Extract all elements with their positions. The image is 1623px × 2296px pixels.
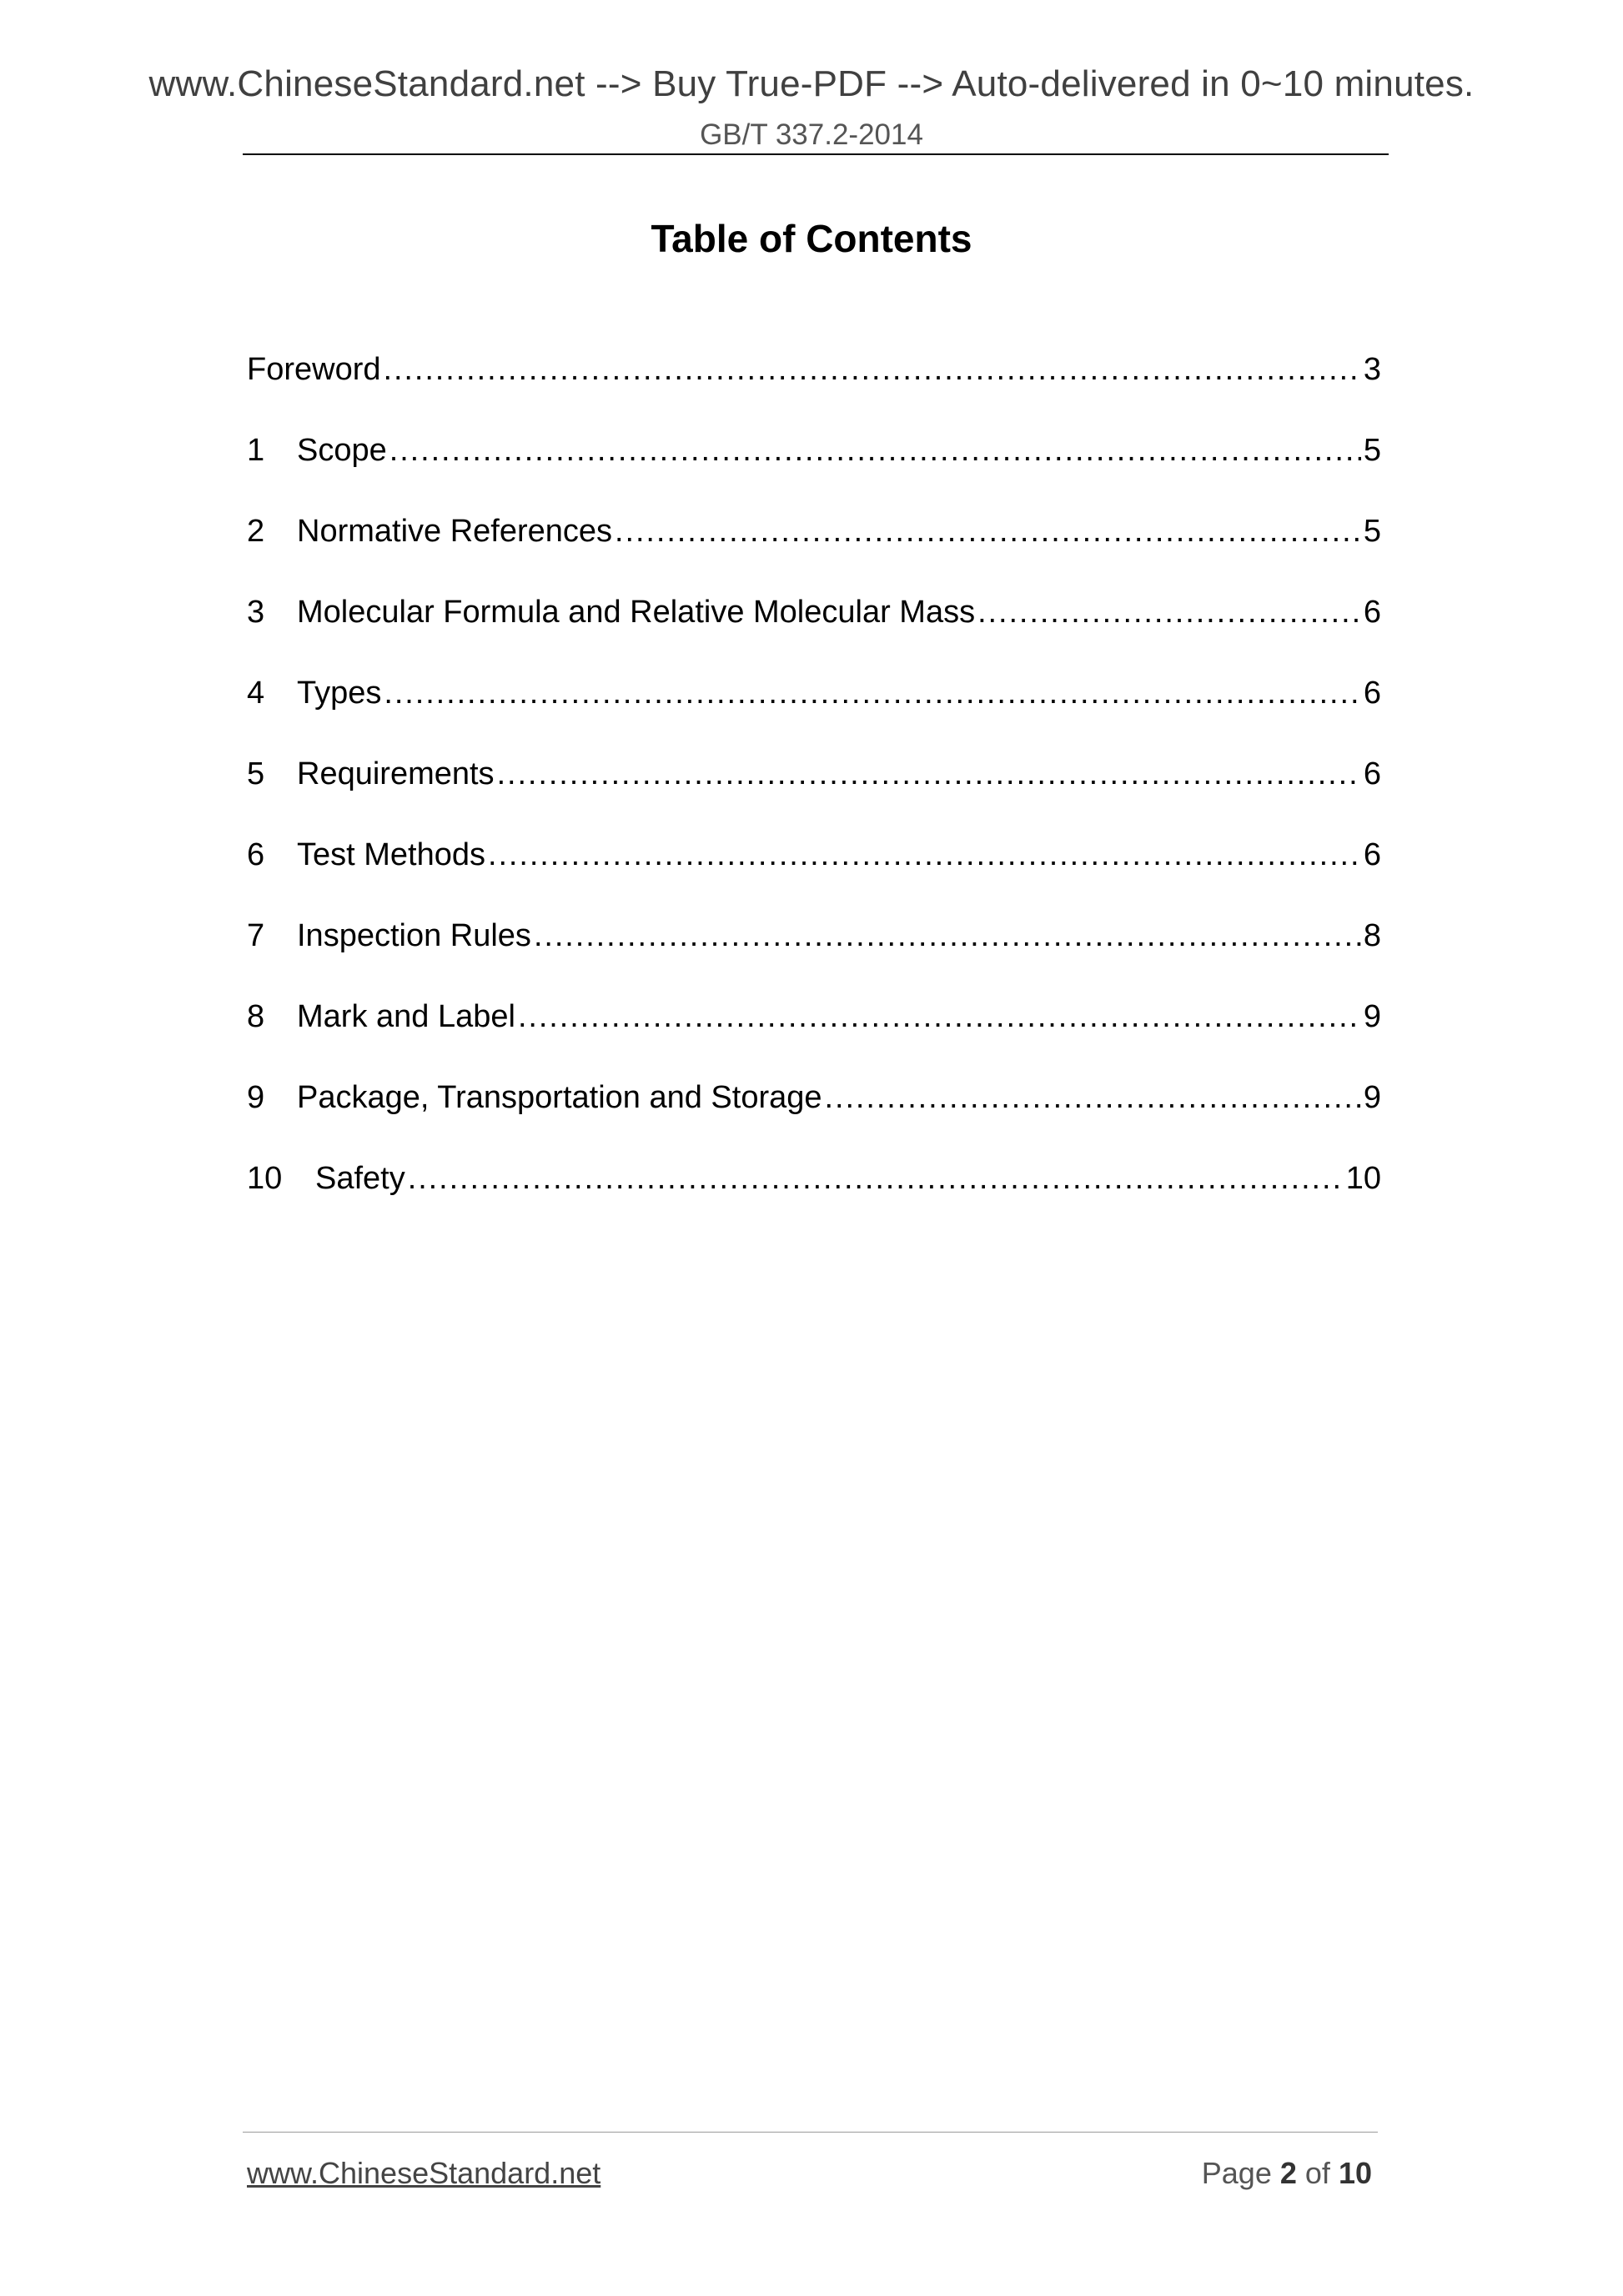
toc-entry-number: 8 (247, 999, 265, 1034)
toc-dot-leader (534, 918, 1361, 954)
toc-entry-number: 9 (247, 1080, 265, 1115)
footer-divider (243, 2132, 1378, 2133)
toc-dot-leader (389, 433, 1361, 469)
toc-entry-label: Test Methods (297, 837, 485, 872)
toc-entry-number: 5 (247, 756, 265, 791)
toc-entry-normative-references[interactable] (247, 514, 1381, 595)
toc-entry-number: 1 (247, 433, 265, 468)
toc-entry-inspection-rules[interactable] (247, 918, 1381, 999)
toc-entry-number: 3 (247, 595, 265, 630)
toc-entry-mark-and-label[interactable] (247, 999, 1381, 1080)
page-prefix: Page (1201, 2156, 1272, 2190)
toc-dot-leader (518, 999, 1361, 1035)
toc-entry-types[interactable] (247, 676, 1381, 756)
toc-dot-leader (384, 352, 1361, 388)
toc-entry-molecular-formula[interactable] (247, 595, 1381, 676)
total-page-count: 10 (1338, 2156, 1372, 2190)
toc-entry-label: Foreword (247, 352, 381, 387)
toc-dot-leader (497, 756, 1361, 792)
toc-entry-label: Package, Transportation and Storage (297, 1080, 822, 1115)
header-divider (243, 153, 1389, 155)
toc-entry-page: 6 (1363, 837, 1381, 872)
toc-entry-safety[interactable] (247, 1161, 1381, 1242)
toc-entry-page: 3 (1363, 352, 1381, 387)
toc-dot-leader (408, 1161, 1344, 1197)
toc-entry-package-transportation-storage[interactable] (247, 1080, 1381, 1161)
toc-dot-leader (825, 1080, 1361, 1116)
header-banner[interactable]: www.ChineseStandard.net --> Buy True-PDF --> Auto-delivered in 0~10 minutes. (148, 63, 1475, 104)
toc-dot-leader (615, 514, 1361, 550)
toc-entry-requirements[interactable] (247, 756, 1381, 837)
toc-entry-page: 6 (1363, 676, 1381, 711)
table-of-contents (247, 352, 1381, 1242)
toc-entry-label: Scope (297, 433, 387, 468)
current-page-number: 2 (1279, 2156, 1297, 2190)
toc-entry-label: Safety (315, 1161, 405, 1196)
toc-entry-number: 10 (247, 1161, 283, 1196)
toc-entry-number: 2 (247, 514, 265, 549)
toc-dot-leader (977, 595, 1361, 631)
toc-entry-label: Types (297, 676, 382, 711)
toc-entry-page: 6 (1363, 756, 1381, 791)
toc-entry-page: 10 (1345, 1161, 1381, 1196)
toc-entry-page: 6 (1363, 595, 1381, 630)
toc-entry-label: Inspection Rules (297, 918, 531, 953)
page-of: of (1304, 2156, 1330, 2190)
toc-title: Table of Contents (651, 217, 972, 260)
toc-entry-test-methods[interactable] (247, 837, 1381, 918)
standard-code: GB/T 337.2-2014 (700, 118, 923, 151)
toc-entry-page: 8 (1363, 918, 1381, 953)
toc-entry-label: Requirements (297, 756, 495, 791)
toc-dot-leader (488, 837, 1361, 873)
toc-entry-label: Molecular Formula and Relative Molecular Mass (297, 595, 976, 630)
toc-entry-page: 9 (1363, 1080, 1381, 1115)
toc-entry-foreword[interactable] (247, 352, 1381, 433)
toc-entry-number: 4 (247, 676, 265, 711)
toc-entry-label: Mark and Label (297, 999, 515, 1034)
toc-entry-number: 6 (247, 837, 265, 872)
toc-entry-label: Normative References (297, 514, 613, 549)
toc-entry-page: 5 (1363, 514, 1381, 549)
toc-dot-leader (384, 676, 1360, 711)
toc-entry-scope[interactable] (247, 433, 1381, 514)
page-indicator (1202, 2156, 1372, 2191)
footer-website-link[interactable]: www.ChineseStandard.net (247, 2156, 601, 2190)
toc-entry-number: 7 (247, 918, 265, 953)
toc-entry-page: 9 (1363, 999, 1381, 1034)
toc-entry-page: 5 (1363, 433, 1381, 468)
